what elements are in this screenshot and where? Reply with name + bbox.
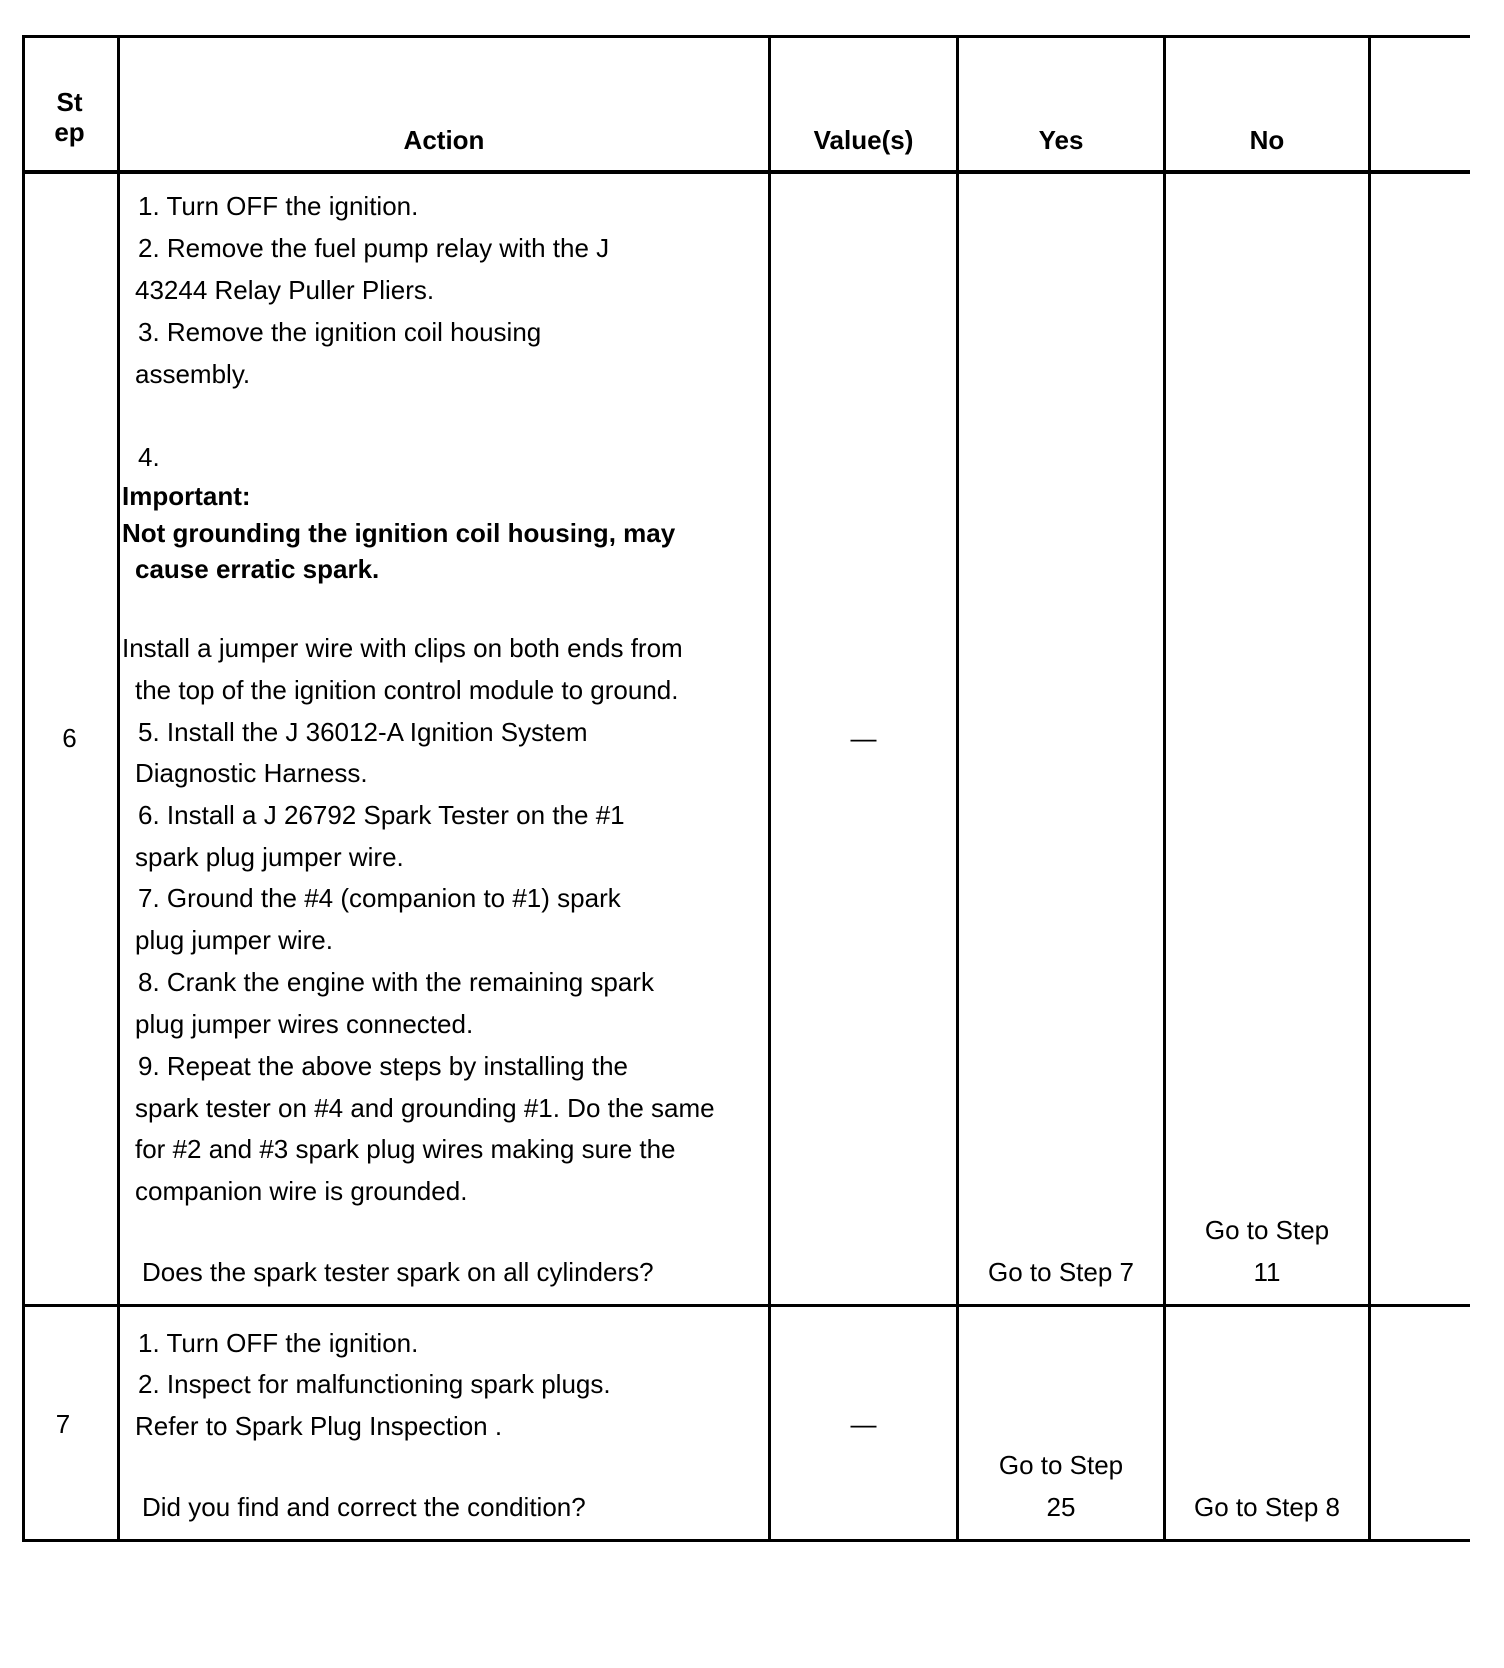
header-action: Action <box>403 125 485 155</box>
action-line: Diagnostic Harness. <box>135 758 368 788</box>
header-step <box>22 87 117 147</box>
action-question: Did you find and correct the condition? <box>142 1492 586 1522</box>
action-line: 2. Inspect for malfunctioning spark plugs. <box>138 1369 611 1399</box>
column-divider-step <box>117 35 120 1542</box>
action-line: 5. Install the J 36012-A Ignition System <box>138 717 588 747</box>
value-dash: — <box>850 723 877 753</box>
action-line: 6. Install a J 26792 Spark Tester on the #1 <box>138 800 625 830</box>
action-line: plug jumper wires connected. <box>135 1009 474 1039</box>
no-outcome: Go to Step 8 <box>1194 1492 1340 1522</box>
no-outcome-line1: Go to Step <box>1204 1215 1330 1245</box>
yes-outcome: Go to Step 7 <box>988 1257 1134 1287</box>
row-divider <box>22 1304 1470 1307</box>
action-line: assembly. <box>135 359 251 389</box>
header-divider <box>22 170 1470 174</box>
action-line: spark plug jumper wire. <box>135 842 404 872</box>
yes-outcome-line2: 25 <box>1046 1492 1076 1522</box>
action-line: for #2 and #3 spark plug wires making sure the <box>135 1134 676 1164</box>
yes-outcome <box>959 1450 1163 1534</box>
header-step-line2: ep <box>54 117 85 147</box>
action-line: Refer to Spark Plug Inspection . <box>135 1411 503 1441</box>
diagnostic-table <box>22 35 1470 1649</box>
action-line: 1. Turn OFF the ignition. <box>138 1328 419 1358</box>
column-divider-yes <box>1163 35 1166 1542</box>
value-dash: — <box>850 1409 877 1439</box>
table-border-left <box>22 35 25 1542</box>
step-number: 7 <box>55 1409 71 1439</box>
header-step-line1: St <box>56 87 83 117</box>
action-line: 8. Crank the engine with the remaining spark <box>138 967 654 997</box>
action-line: the top of the ignition control module to ground. <box>135 675 679 705</box>
action-line: 9. Repeat the above steps by installing the <box>138 1051 628 1081</box>
table-border-top <box>22 35 1470 38</box>
important-label: Important: <box>122 481 251 511</box>
no-outcome-line2: 11 <box>1253 1257 1281 1287</box>
action-line: plug jumper wire. <box>135 925 333 955</box>
table-border-right <box>1368 35 1371 1542</box>
action-line: 2. Remove the fuel pump relay with the J <box>138 233 610 263</box>
action-line: 1. Turn OFF the ignition. <box>138 191 419 221</box>
action-line: Install a jumper wire with clips on both ends from <box>122 633 683 663</box>
header-yes: Yes <box>1038 125 1084 155</box>
column-divider-action <box>768 35 771 1542</box>
header-no: No <box>1249 125 1285 155</box>
action-line: companion wire is grounded. <box>135 1176 468 1206</box>
yes-outcome-line1: Go to Step <box>998 1450 1124 1480</box>
action-line: 7. Ground the #4 (companion to #1) spark <box>138 883 621 913</box>
table-border-bottom <box>22 1539 1470 1542</box>
action-line: 4. <box>138 442 160 472</box>
column-divider-values <box>956 35 959 1542</box>
action-line: 3. Remove the ignition coil housing <box>138 317 542 347</box>
important-note: cause erratic spark. <box>135 554 380 584</box>
action-question: Does the spark tester spark on all cylinders? <box>142 1257 654 1287</box>
important-note: Not grounding the ignition coil housing, may <box>122 518 676 548</box>
action-line: 43244 Relay Puller Pliers. <box>135 275 435 305</box>
no-outcome <box>1166 1215 1368 1299</box>
header-values: Value(s) <box>813 125 914 155</box>
step-number: 6 <box>62 723 77 753</box>
action-line: spark tester on #4 and grounding #1. Do the same <box>135 1093 715 1123</box>
